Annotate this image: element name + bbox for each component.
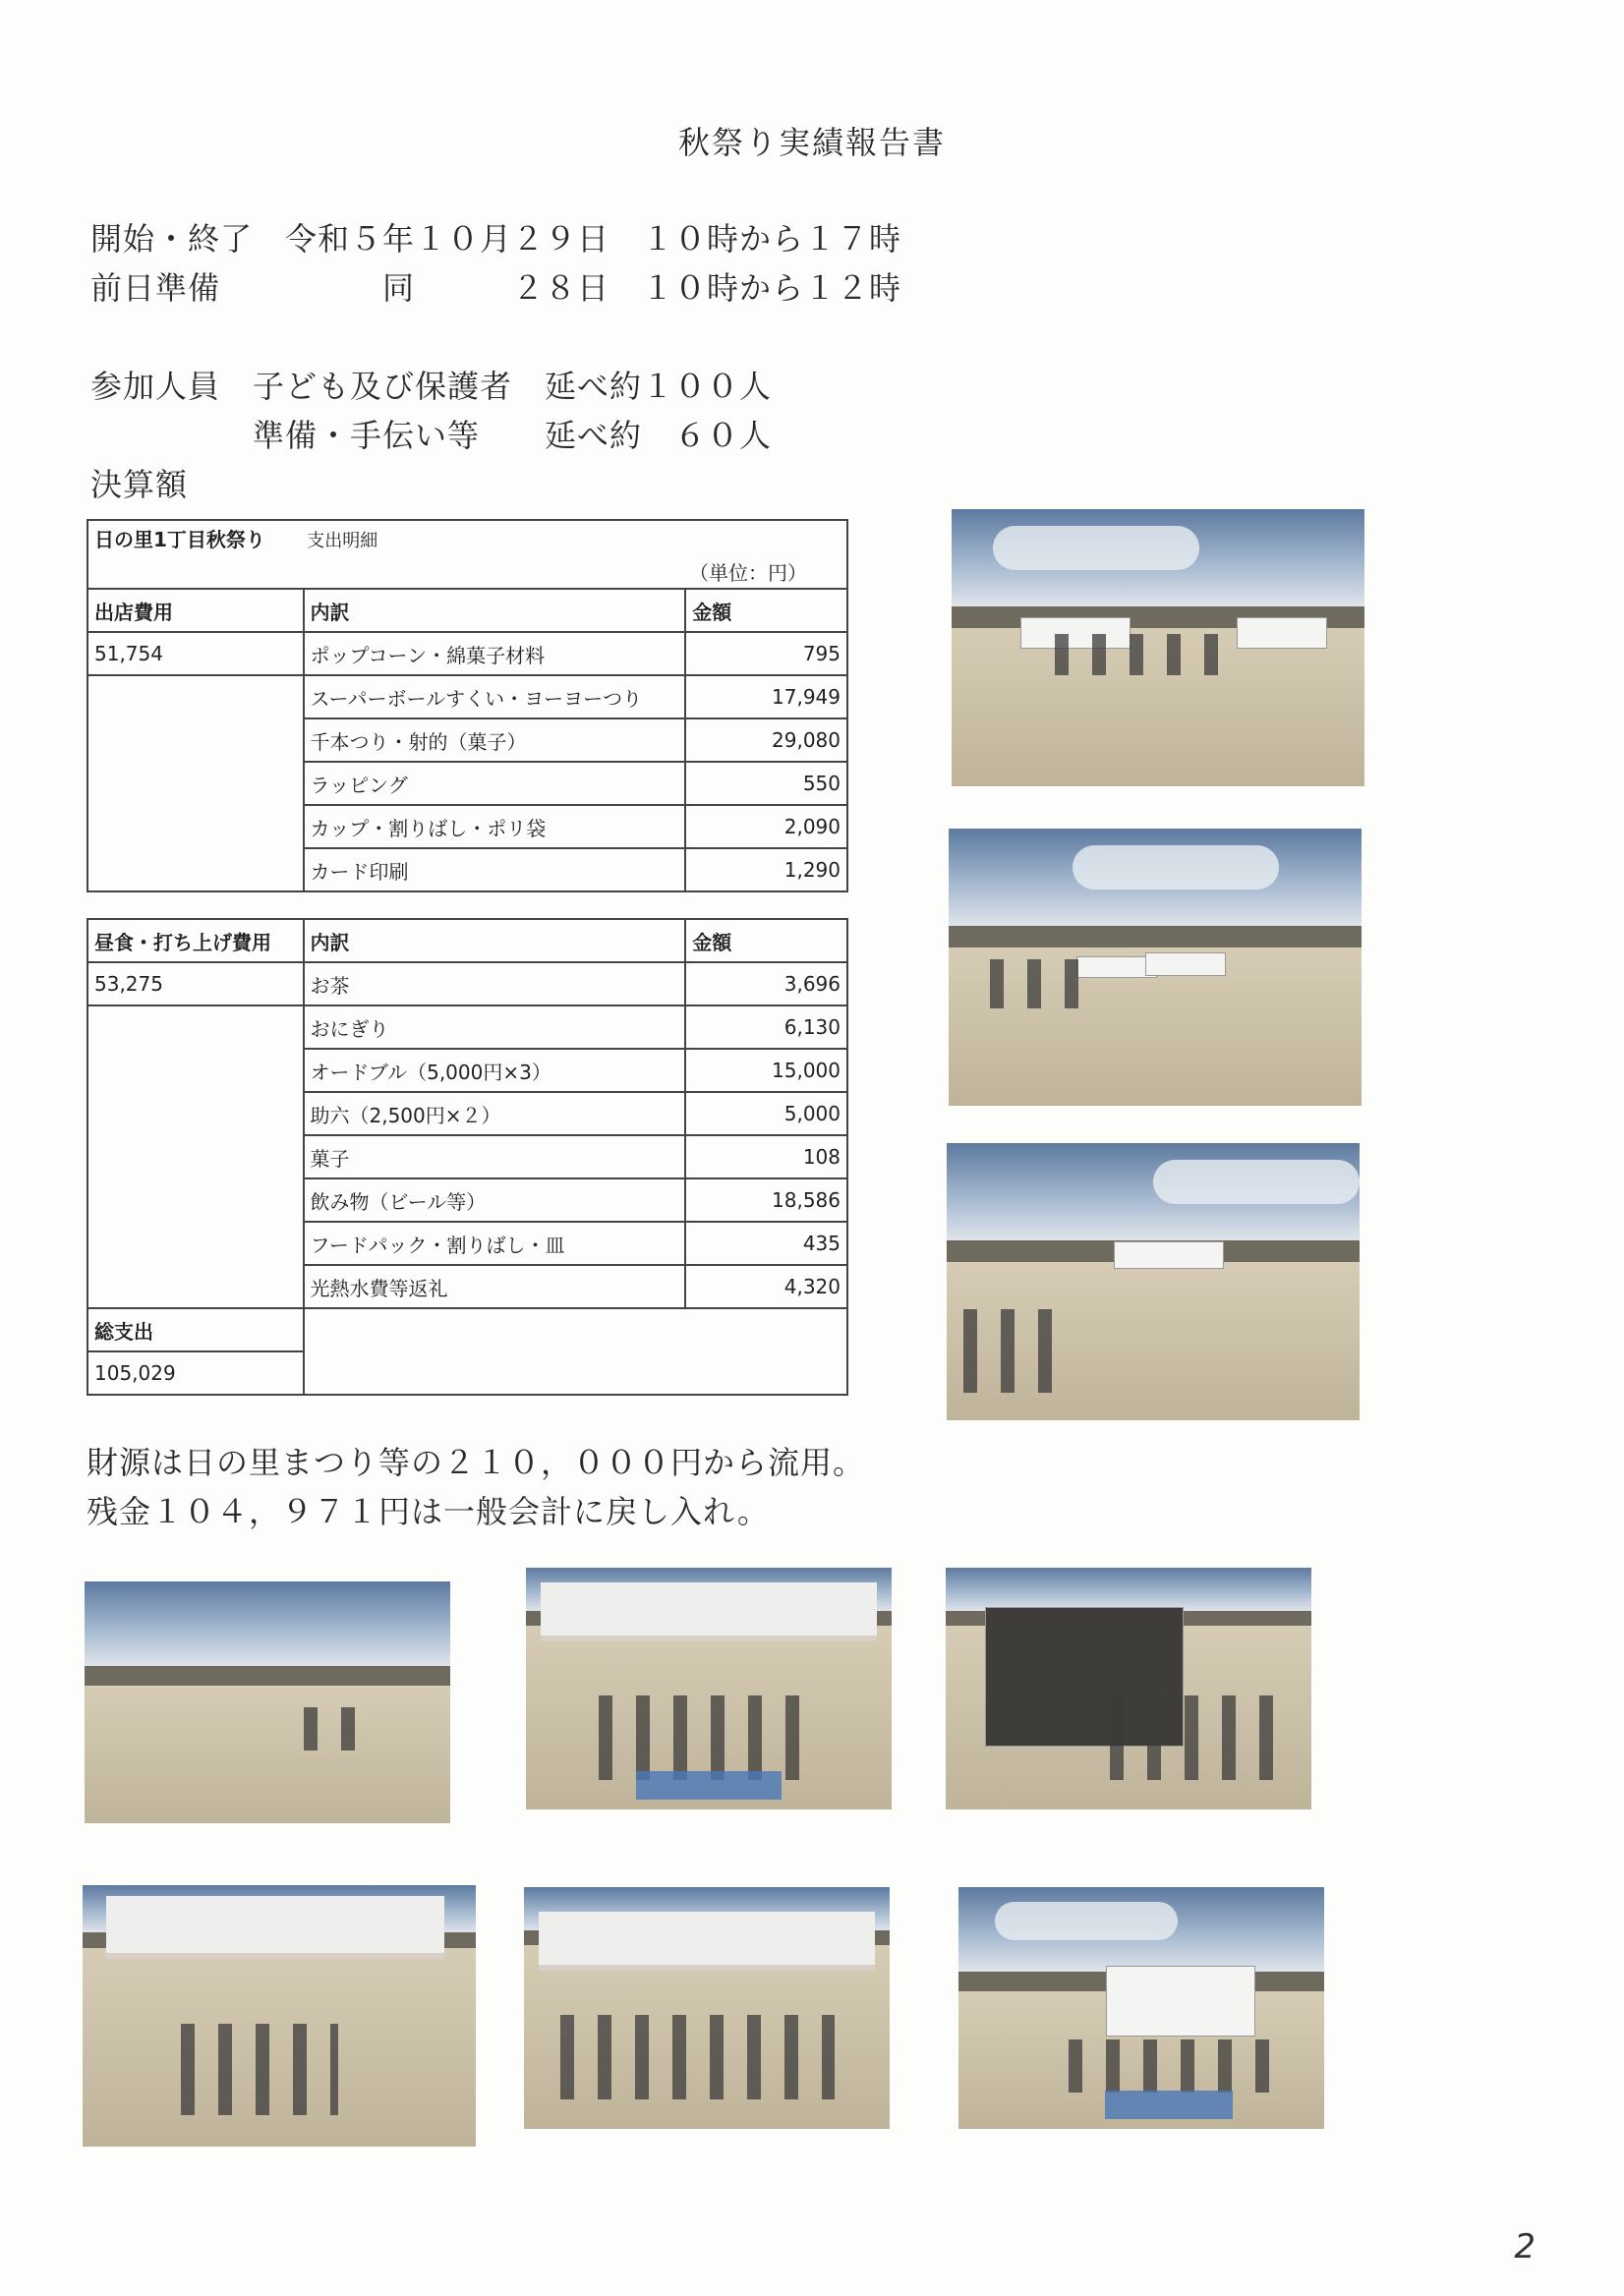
table-row [87,632,847,675]
row-item: 飲み物（ビール等） [304,1178,686,1222]
row-item: おにぎり [304,1005,686,1049]
row-item: カップ・割りばし・ポリ袋 [304,805,686,848]
blank-cell [87,1092,304,1135]
festival-photo [949,829,1362,1106]
row-amount: 1,290 [685,848,847,891]
row-amount: 18,586 [685,1178,847,1222]
section2-label: 昼食・打ち上げ費用 [87,919,304,962]
funding-line-2: 残金１０４，９７１円は一般会計に戻し入れ。 [87,1493,770,1530]
blank-cell [87,675,304,718]
page-number: 2 [1514,2227,1536,2267]
section-gap [87,891,847,919]
festival-photo [952,509,1364,786]
table-row [87,962,847,1005]
settlement-label: 決算額 [90,466,189,503]
row-item: オードブル（5,000円×3） [304,1049,686,1092]
blank-cell [87,805,304,848]
row-amount: 3,696 [685,962,847,1005]
blank-cell [87,1049,304,1092]
row-item: ポップコーン・綿菓子材料 [304,632,686,675]
section1-col-amount: 金額 [685,589,847,632]
row-item: 光熱水費等返礼 [304,1265,686,1308]
row-item: 助六（2,500円×２） [304,1092,686,1135]
row-amount: 2,090 [685,805,847,848]
schedule-start-end: 開始・終了 令和５年１０月２９日 １０時から１７時 [90,220,902,258]
table-row [87,718,847,762]
participants-line-2: 準備・手伝い等 延べ約 ６０人 [90,417,773,454]
row-item: お茶 [304,962,686,1005]
row-amount: 550 [685,762,847,805]
table-row [87,1265,847,1308]
festival-photo [947,1143,1360,1420]
row-amount: 108 [685,1135,847,1178]
page-title: 秋祭り実績報告書 [677,124,946,161]
row-amount: 435 [685,1222,847,1265]
table-row [87,1222,847,1265]
row-amount: 4,320 [685,1265,847,1308]
table-row [87,1092,847,1135]
section2-col-amount: 金額 [685,919,847,962]
blank-cell [87,1005,304,1049]
row-amount: 15,000 [685,1049,847,1092]
participants-line-1: 参加人員 子ども及び保護者 延べ約１００人 [90,368,773,405]
row-item: 千本つり・射的（菓子） [304,718,686,762]
total-label: 総支出 [87,1308,304,1351]
section2-col-item: 内訳 [304,919,686,962]
table-row [87,1005,847,1049]
funding-line-1: 財源は日の里まつり等の２１０，０００円から流用。 [87,1444,866,1481]
row-item: 菓子 [304,1135,686,1178]
blank-cell [304,1308,848,1395]
blank-cell [87,762,304,805]
section1-total: 51,754 [87,632,304,675]
blank-cell [87,848,304,891]
table-row [87,1178,847,1222]
festival-photo [85,1581,450,1823]
blank-cell [87,1135,304,1178]
total-value: 105,029 [87,1351,304,1395]
table-row [87,675,847,718]
row-item: フードパック・割りばし・皿 [304,1222,686,1265]
blank-cell [87,1265,304,1308]
table-row [87,805,847,848]
row-item: カード印刷 [304,848,686,891]
table-row [87,1135,847,1178]
expense-table [87,519,848,1396]
blank-cell [87,718,304,762]
section2-total: 53,275 [87,962,304,1005]
blank-cell [87,1178,304,1222]
festival-photo [524,1887,890,2129]
row-item: スーパーボールすくい・ヨーヨーつり [304,675,686,718]
table-row [87,1049,847,1092]
table-row [87,848,847,891]
blank-cell [87,1222,304,1265]
row-amount: 795 [685,632,847,675]
row-amount: 29,080 [685,718,847,762]
section1-col-item: 内訳 [304,589,686,632]
festival-photo [958,1887,1324,2129]
table-row [87,762,847,805]
row-amount: 5,000 [685,1092,847,1135]
table-heading-cell [87,520,847,555]
section1-label: 出店費用 [87,589,304,632]
row-amount: 17,949 [685,675,847,718]
festival-photo [526,1568,892,1809]
table-subheading: 支出明細 [307,531,378,551]
table-unit: （単位：円） [87,555,847,589]
table-heading: 日の里1丁目秋祭り [94,528,265,551]
row-item: ラッピング [304,762,686,805]
festival-photo [946,1568,1311,1809]
festival-photo [83,1885,476,2147]
schedule-prep: 前日準備 同 ２８日 １０時から１２時 [90,269,902,307]
row-amount: 6,130 [685,1005,847,1049]
